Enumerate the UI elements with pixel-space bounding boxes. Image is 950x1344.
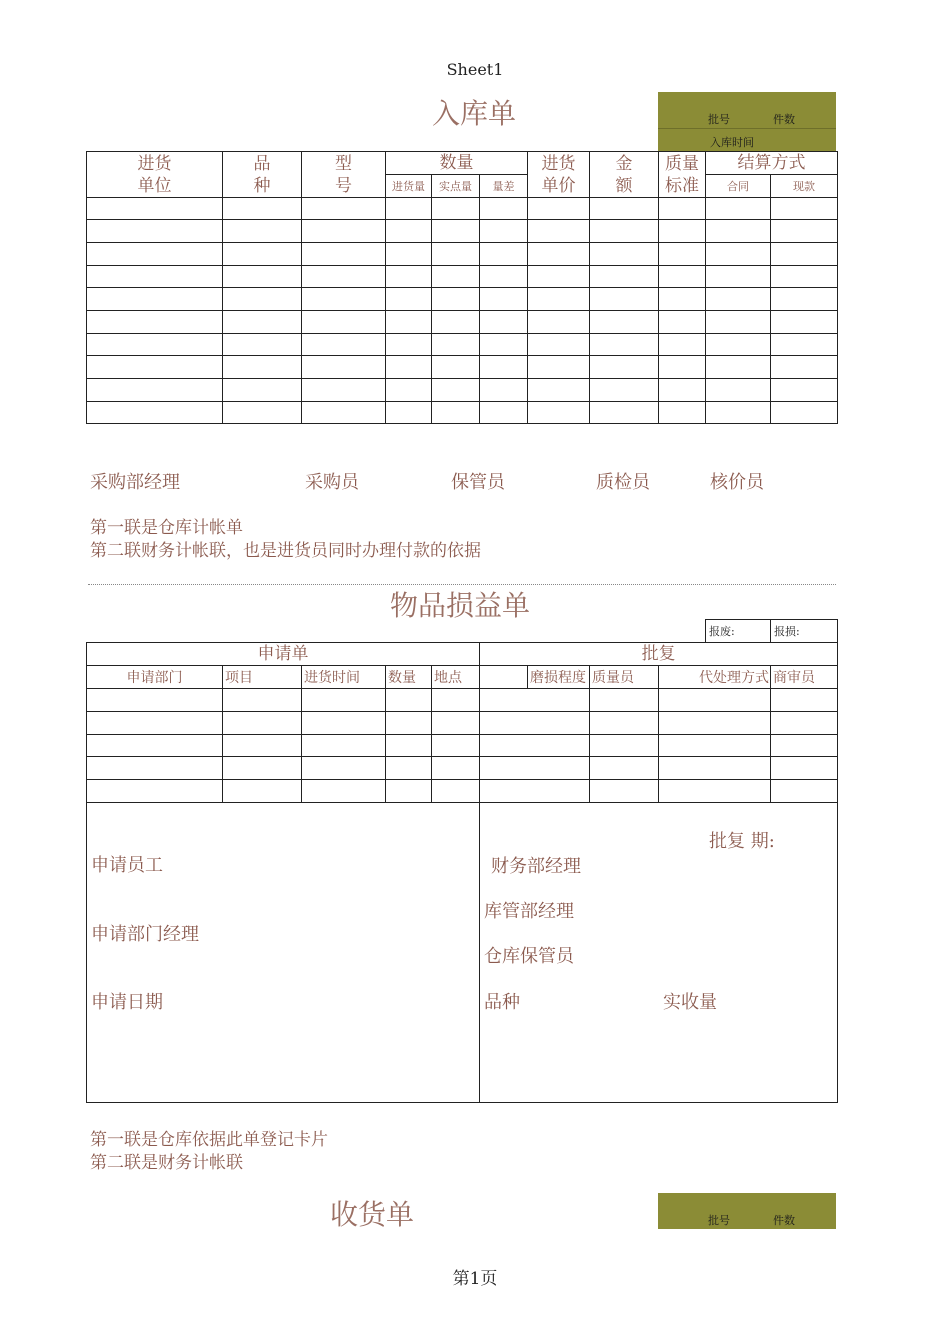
label-approve-date: 批复 期: — [709, 831, 775, 852]
table-row[interactable] — [87, 402, 838, 424]
col-qty-counted: 实点量 — [432, 175, 480, 198]
label-dept-manager: 申请部门经理 — [91, 924, 199, 945]
table-row[interactable] — [87, 689, 838, 712]
badge-batch-label: 批号 — [708, 1214, 730, 1227]
col-variety: 品 种 — [223, 152, 302, 198]
col-purchase-time: 进货时间 — [302, 666, 386, 689]
col-quality-officer: 质量员 — [590, 666, 659, 689]
label-applicant: 申请员工 — [91, 855, 163, 876]
col-contract: 合同 — [706, 175, 771, 198]
table-row[interactable] — [87, 757, 838, 780]
col-location: 地点 — [432, 666, 480, 689]
col-qty-diff: 量差 — [480, 175, 528, 198]
label-received-qty: 实收量 — [663, 992, 717, 1013]
col-supplier: 进货 单位 — [87, 152, 223, 198]
col-unit-price: 进货 单价 — [528, 152, 590, 198]
label-warehouse-manager: 库管部经理 — [484, 901, 574, 922]
sig-inspector: 质检员 — [596, 472, 650, 493]
delivery-form-title: 收货单 — [330, 1198, 415, 1231]
signature-divider — [479, 802, 480, 1103]
table-row[interactable] — [87, 780, 838, 803]
receipt-badge — [658, 92, 836, 152]
table-row[interactable] — [87, 220, 838, 243]
receipt-note-2: 第二联财务计帐联，也是进货员同时办理付款的依据 — [90, 541, 481, 561]
sheet-title: Sheet1 — [446, 60, 504, 79]
table-row[interactable] — [87, 288, 838, 311]
sig-purchaser: 采购员 — [305, 472, 359, 493]
section-approve: 批复 — [480, 643, 838, 666]
scrap-loss-box — [705, 619, 838, 643]
table-row[interactable] — [87, 712, 838, 735]
label-apply-date: 申请日期 — [91, 992, 163, 1013]
table-row[interactable] — [87, 311, 838, 334]
delivery-badge — [658, 1193, 836, 1229]
col-wear-level: 磨损程度 — [528, 666, 590, 689]
col-amount: 金 额 — [590, 152, 659, 198]
label-variety: 品种 — [484, 992, 520, 1013]
table-row[interactable] — [87, 334, 838, 356]
label-warehouse-keeper: 仓库保管员 — [484, 946, 574, 967]
col-reviewer: 商审员 — [771, 666, 838, 689]
sig-keeper: 保管员 — [451, 472, 505, 493]
section-request: 申请单 — [87, 643, 480, 666]
badge-count-label: 件数 — [773, 1214, 795, 1227]
table-row[interactable] — [87, 379, 838, 402]
loss-form-title: 物品损益单 — [390, 589, 531, 622]
page-number: 第1页 — [452, 1269, 498, 1289]
loss-note-1: 第一联是仓库依据此单登记卡片 — [90, 1130, 328, 1150]
badge-time-label: 入库时间 — [710, 136, 754, 149]
loss-label: 报损: — [771, 620, 838, 643]
table-row[interactable] — [87, 266, 838, 288]
col-model: 型 号 — [302, 152, 386, 198]
col-loss-qty: 数量 — [386, 666, 432, 689]
receipt-form-title: 入库单 — [432, 97, 517, 130]
col-request-dept: 申请部门 — [87, 666, 223, 689]
col-qty-in: 进货量 — [386, 175, 432, 198]
col-quantity: 数量 — [386, 152, 528, 175]
sig-pricer: 核价员 — [710, 472, 764, 493]
col-quality: 质量 标准 — [659, 152, 706, 198]
receipt-note-1: 第一联是仓库计帐单 — [90, 518, 243, 538]
table-row[interactable] — [87, 243, 838, 266]
label-finance-manager: 财务部经理 — [491, 856, 581, 877]
scrap-label: 报废: — [706, 620, 771, 643]
badge-batch-label: 批号 — [708, 113, 730, 126]
table-row[interactable] — [87, 356, 838, 379]
col-settlement: 结算方式 — [706, 152, 838, 175]
table-row[interactable] — [87, 198, 838, 220]
loss-note-2: 第二联是财务计帐联 — [90, 1153, 243, 1173]
col-cash: 现款 — [771, 175, 838, 198]
table-row[interactable] — [87, 735, 838, 757]
badge-count-label: 件数 — [773, 113, 795, 126]
col-item: 项目 — [223, 666, 302, 689]
loss-table — [86, 642, 838, 803]
sig-purchase-manager: 采购部经理 — [90, 472, 180, 493]
receipt-table — [86, 151, 838, 424]
col-handling-method: 代处理方式 — [659, 666, 771, 689]
col-blank — [480, 666, 528, 689]
